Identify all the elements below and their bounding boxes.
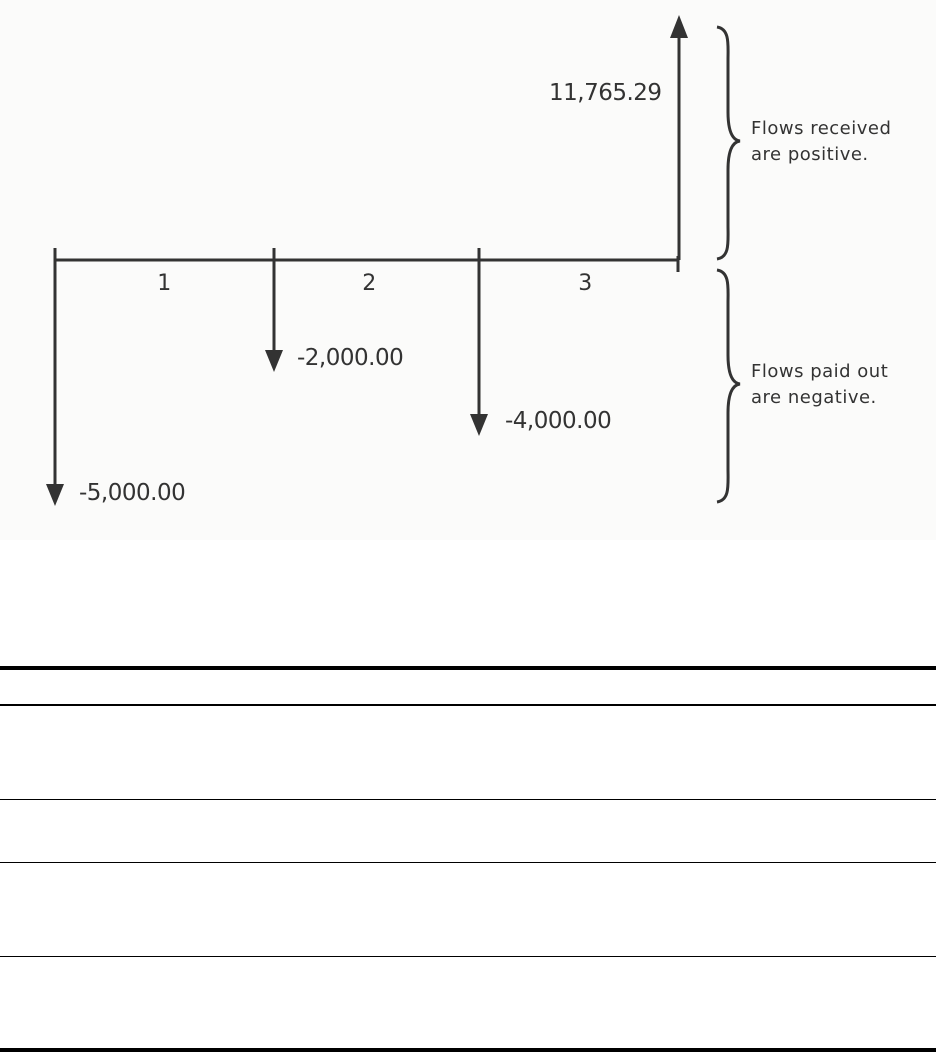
table-row [0,800,936,862]
positive-note-line-1: Flows received [751,118,892,139]
table-row [0,957,936,1048]
table-bottom-rule [0,1048,936,1052]
positive-note-line-2: are positive. [751,144,869,165]
period-label-2: 2 [362,271,376,296]
negative-note-line-1: Flows paid out [751,361,889,382]
positive-flows-note [751,116,891,168]
period-label-3: 3 [578,271,592,296]
flow-label-period-3: 11,765.29 [549,80,662,106]
period-label-1: 1 [157,271,171,296]
flow-arrowhead-period-1 [265,350,283,372]
empty-table [0,666,936,1054]
flow-arrowhead-period-3 [670,15,688,38]
positive-flows-brace [717,27,740,259]
table-row [0,706,936,799]
negative-flows-note [751,359,888,411]
flow-arrowhead-period-0 [46,484,64,506]
negative-note-line-2: are negative. [751,387,877,408]
negative-flows-brace [717,270,740,502]
flow-label-period-1: -2,000.00 [297,345,404,371]
flow-label-period-0: -5,000.00 [79,480,186,506]
table-row [0,863,936,956]
flow-arrowhead-period-2 [470,414,488,436]
flow-label-period-2: -4,000.00 [505,408,612,434]
table-header-row [0,670,936,706]
